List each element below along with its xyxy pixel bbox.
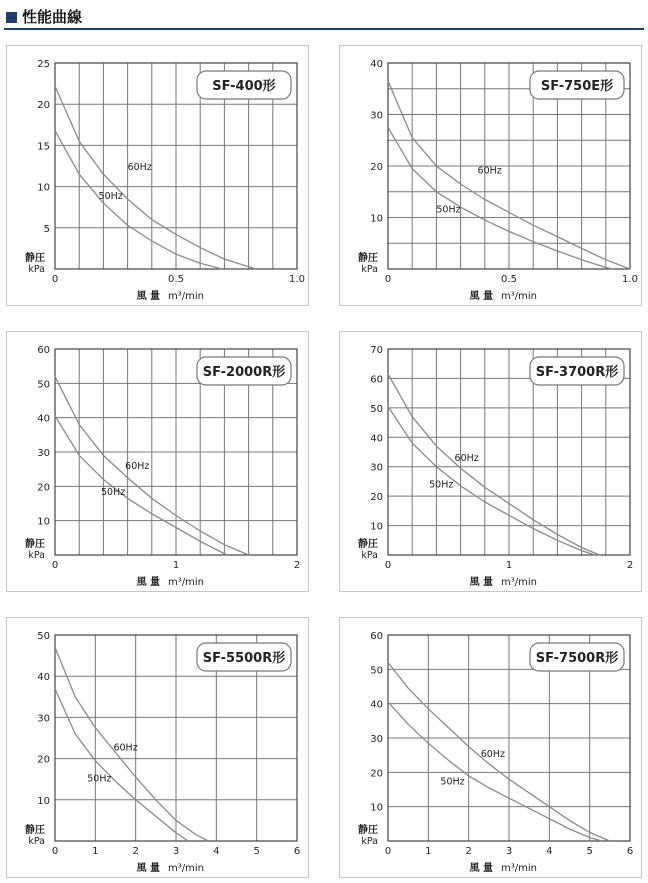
x-axis-unit: m³/min <box>168 291 204 302</box>
series-label: 50Hz <box>98 190 123 202</box>
x-axis-unit: m³/min <box>501 291 537 302</box>
y-axis-unit: kPa <box>28 264 45 275</box>
performance-chart-4 <box>340 332 643 593</box>
y-tick-label: 30 <box>370 462 383 474</box>
chart-panel-5 <box>6 617 309 878</box>
y-tick-label: 30 <box>37 713 50 725</box>
x-axis-unit: m³/min <box>501 577 537 588</box>
x-tick-label: 2 <box>465 846 472 857</box>
series-label: 50Hz <box>87 773 112 785</box>
chart-panel-2 <box>339 45 642 306</box>
y-tick-label: 10 <box>37 182 50 194</box>
performance-chart-1 <box>7 46 310 307</box>
y-tick-label: 50 <box>37 631 50 642</box>
x-tick-label: 0 <box>51 846 59 857</box>
y-tick-label: 10 <box>370 521 383 533</box>
y-tick-label: 25 <box>37 59 50 70</box>
chart-panel-4 <box>339 331 642 592</box>
x-tick-label: 2 <box>626 560 634 571</box>
x-tick-label: 5 <box>586 846 593 857</box>
x-tick-label: 1 <box>92 846 99 857</box>
y-tick-label: 20 <box>37 482 50 494</box>
series-label: 50Hz <box>440 776 465 788</box>
series-line-50Hz <box>55 689 188 841</box>
y-tick-label: 50 <box>370 403 383 415</box>
series-line-60Hz <box>55 86 256 269</box>
y-tick-label: 10 <box>370 213 383 225</box>
y-axis-label: 静圧 <box>25 539 45 550</box>
y-tick-label: 40 <box>370 59 383 70</box>
performance-chart-3 <box>7 332 310 593</box>
model-label: SF-400形 <box>212 79 276 94</box>
y-tick-label: 70 <box>370 345 383 356</box>
y-tick-label: 20 <box>370 162 383 173</box>
y-tick-label: 30 <box>370 734 383 745</box>
y-axis-label: 静圧 <box>25 825 45 836</box>
series-label: 60Hz <box>113 742 138 754</box>
x-axis-label: 風 量 <box>136 291 160 302</box>
y-tick-label: 40 <box>370 433 383 445</box>
x-tick-label: 1 <box>172 560 180 571</box>
x-tick-label: 4 <box>546 846 553 857</box>
x-axis-label: 風 量 <box>469 577 493 588</box>
y-tick-label: 20 <box>370 492 383 504</box>
y-tick-label: 10 <box>370 802 383 814</box>
header-divider <box>4 28 644 30</box>
series-label: 50Hz <box>436 204 461 216</box>
model-label: SF-2000R形 <box>202 365 286 380</box>
series-label: 60Hz <box>127 162 152 174</box>
x-tick-label: 1 <box>425 846 432 857</box>
x-tick-label: 1 <box>505 560 513 571</box>
y-tick-label: 30 <box>370 110 383 122</box>
series-label: 60Hz <box>125 461 150 473</box>
x-tick-label: 3 <box>172 846 180 857</box>
x-tick-label: 0 <box>51 560 59 571</box>
x-tick-label: 6 <box>293 846 301 857</box>
performance-chart-2 <box>340 46 643 307</box>
x-tick-label: 3 <box>505 846 513 857</box>
y-axis-label: 静圧 <box>358 539 378 550</box>
y-tick-label: 50 <box>370 665 383 677</box>
x-tick-label: 0 <box>51 274 59 285</box>
series-line-50Hz <box>55 416 227 555</box>
x-tick-label: 0.5 <box>168 274 184 285</box>
model-label: SF-3700R形 <box>535 365 619 380</box>
x-tick-label: 0.5 <box>501 274 517 285</box>
x-tick-label: 2 <box>132 846 139 857</box>
x-tick-label: 1.0 <box>289 274 305 285</box>
x-tick-label: 0 <box>384 846 392 857</box>
x-tick-label: 6 <box>626 846 634 857</box>
y-axis-unit: kPa <box>28 836 45 847</box>
y-tick-label: 60 <box>370 631 383 642</box>
section-title: 性能曲線 <box>22 8 83 26</box>
section-marker-icon <box>6 12 17 23</box>
x-tick-label: 0 <box>384 274 392 285</box>
series-label: 60Hz <box>480 748 505 760</box>
y-axis-unit: kPa <box>361 836 378 847</box>
x-tick-label: 1.0 <box>622 274 638 285</box>
y-axis-label: 静圧 <box>358 825 378 836</box>
chart-panel-6 <box>339 617 642 878</box>
x-axis-label: 風 量 <box>469 291 493 302</box>
model-label: SF-5500R形 <box>202 651 286 666</box>
y-axis-unit: kPa <box>361 550 378 561</box>
series-label: 50Hz <box>100 486 126 498</box>
y-axis-label: 静圧 <box>25 253 45 264</box>
series-line-60Hz <box>388 374 600 555</box>
y-axis-label: 静圧 <box>358 253 378 264</box>
x-axis-label: 風 量 <box>469 863 493 874</box>
y-tick-label: 15 <box>37 141 50 153</box>
series-label: 60Hz <box>477 165 502 177</box>
chart-panel-3 <box>6 331 309 592</box>
x-tick-label: 0 <box>384 560 392 571</box>
series-label: 50Hz <box>429 479 454 491</box>
y-tick-label: 10 <box>37 795 50 807</box>
y-tick-label: 40 <box>370 699 383 711</box>
x-tick-label: 2 <box>293 560 301 571</box>
y-tick-label: 20 <box>37 100 50 112</box>
y-axis-unit: kPa <box>361 264 378 275</box>
model-label: SF-7500R形 <box>535 651 619 666</box>
y-tick-label: 60 <box>37 345 50 356</box>
x-axis-unit: m³/min <box>168 863 204 874</box>
model-label: SF-750E形 <box>540 79 614 94</box>
performance-chart-6 <box>340 618 643 879</box>
y-tick-label: 10 <box>37 516 50 528</box>
series-label: 60Hz <box>454 452 479 464</box>
y-axis-unit: kPa <box>28 550 45 561</box>
x-axis-label: 風 量 <box>136 863 160 874</box>
y-tick-label: 5 <box>43 223 50 235</box>
y-tick-label: 20 <box>37 754 50 766</box>
x-axis-label: 風 量 <box>136 577 160 588</box>
x-tick-label: 4 <box>213 846 220 857</box>
performance-chart-5 <box>7 618 310 879</box>
y-tick-label: 40 <box>37 413 50 425</box>
y-tick-label: 60 <box>370 374 383 386</box>
section-header <box>0 0 648 36</box>
x-tick-label: 5 <box>253 846 260 857</box>
y-tick-label: 50 <box>37 379 50 391</box>
x-axis-unit: m³/min <box>501 863 537 874</box>
y-tick-label: 40 <box>37 672 50 684</box>
series-line-50Hz <box>55 131 222 269</box>
y-tick-label: 20 <box>370 768 383 780</box>
x-axis-unit: m³/min <box>168 577 204 588</box>
series-line-50Hz <box>388 406 595 555</box>
chart-panel-1 <box>6 45 309 306</box>
y-tick-label: 30 <box>37 448 50 459</box>
